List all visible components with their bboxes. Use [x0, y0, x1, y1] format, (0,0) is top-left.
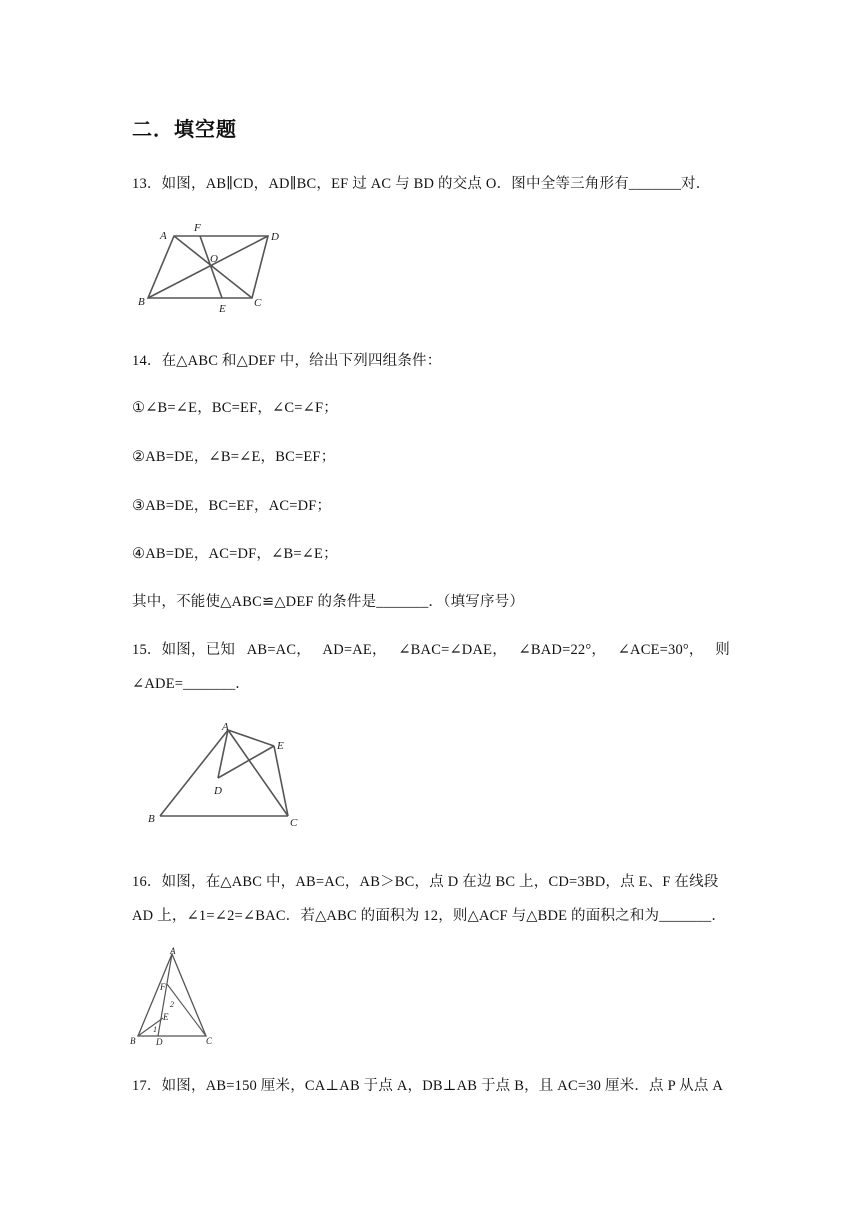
- q13-label-f: F: [194, 222, 201, 234]
- q15-label-e: E: [277, 740, 284, 752]
- q13-label-a: A: [160, 230, 167, 242]
- q13-label-d: D: [271, 231, 279, 243]
- q14-condition-2: ②AB=DE，∠B=∠E，BC=EF；: [132, 449, 336, 465]
- q15-segment-ab: [160, 730, 228, 816]
- q15-part: ∠ACE=30°，: [617, 642, 704, 658]
- q13-label-o: O: [210, 253, 218, 265]
- q13-label-b: B: [138, 296, 145, 308]
- q16-segment-cf: [167, 984, 206, 1036]
- q14-condition-4: ④AB=DE，AC=DF，∠B=∠E；: [132, 546, 338, 562]
- q13-segment-ef: [200, 236, 222, 298]
- q16-label-a: A: [170, 946, 176, 956]
- q13-diagonal-ac: [174, 236, 252, 298]
- q15-part: 则: [715, 642, 730, 658]
- q16-label-f: F: [160, 982, 166, 992]
- q14-intro: 14．在△ABC 和△DEF 中，给出下列四组条件：: [132, 353, 442, 369]
- q16-label-b: B: [130, 1036, 136, 1046]
- q15-part: AD=AE，: [322, 642, 387, 658]
- q13-diagonal-bd: [148, 236, 268, 298]
- q13-figure: [136, 218, 296, 318]
- q15-segment-ae: [228, 730, 274, 746]
- q15-line2: ∠ADE=_______．: [132, 676, 250, 692]
- q14-condition-3: ③AB=DE，BC=EF，AC=DF；: [132, 498, 332, 514]
- q15-label-b: B: [148, 813, 155, 825]
- section-title: 二．填空题: [132, 117, 237, 141]
- q15-line1: [132, 638, 730, 659]
- q16-segment-ad: [158, 954, 172, 1036]
- q16-line2: AD 上，∠1=∠2=∠BAC．若△ABC 的面积为 12，则△ACF 与△BDE 的面积之和为_______．: [132, 908, 727, 924]
- q15-label-d: D: [214, 785, 222, 797]
- q16-label-2: 2: [170, 1000, 174, 1009]
- q13-label-e: E: [219, 303, 226, 315]
- q17-line1: 17．如图，AB=150 厘米，CA⊥AB 于点 A，DB⊥AB 于点 B，且 AC=30 厘米．点 P 从点 A: [132, 1078, 724, 1094]
- q16-label-1: 1: [153, 1025, 157, 1034]
- q15-label-a: A: [222, 721, 229, 733]
- q14-question: 其中，不能使△ABC≌△DEF 的条件是_______．（填写序号）: [132, 594, 525, 610]
- q15-label-c: C: [290, 817, 298, 829]
- q16-line1: 16．如图，在△ABC 中，AB=AC，AB＞BC，点 D 在边 BC 上，CD=3BD，点 E、F 在线段: [132, 874, 719, 890]
- q14-condition-1: ①∠B=∠E，BC=EF，∠C=∠F；: [132, 400, 338, 416]
- q13-text: 13．如图，AB∥CD，AD∥BC，EF 过 AC 与 BD 的交点 O．图中全等三角形有_______对．: [132, 176, 711, 192]
- q16-label-d: D: [156, 1037, 163, 1047]
- q15-part: AB=AC，: [246, 642, 311, 658]
- q13-label-c: C: [254, 297, 262, 309]
- q15-part: ∠BAD=22°，: [518, 642, 607, 658]
- q16-label-e: E: [163, 1012, 169, 1022]
- q16-figure: [126, 944, 226, 1048]
- q16-triangle-abc: [138, 954, 206, 1036]
- q16-label-c: C: [206, 1036, 213, 1046]
- q15-part: ∠BAC=∠DAE，: [398, 642, 507, 658]
- q15-segment-de: [218, 746, 274, 778]
- q15-part: 15．如图，已知: [132, 642, 236, 658]
- q15-figure: [142, 718, 322, 830]
